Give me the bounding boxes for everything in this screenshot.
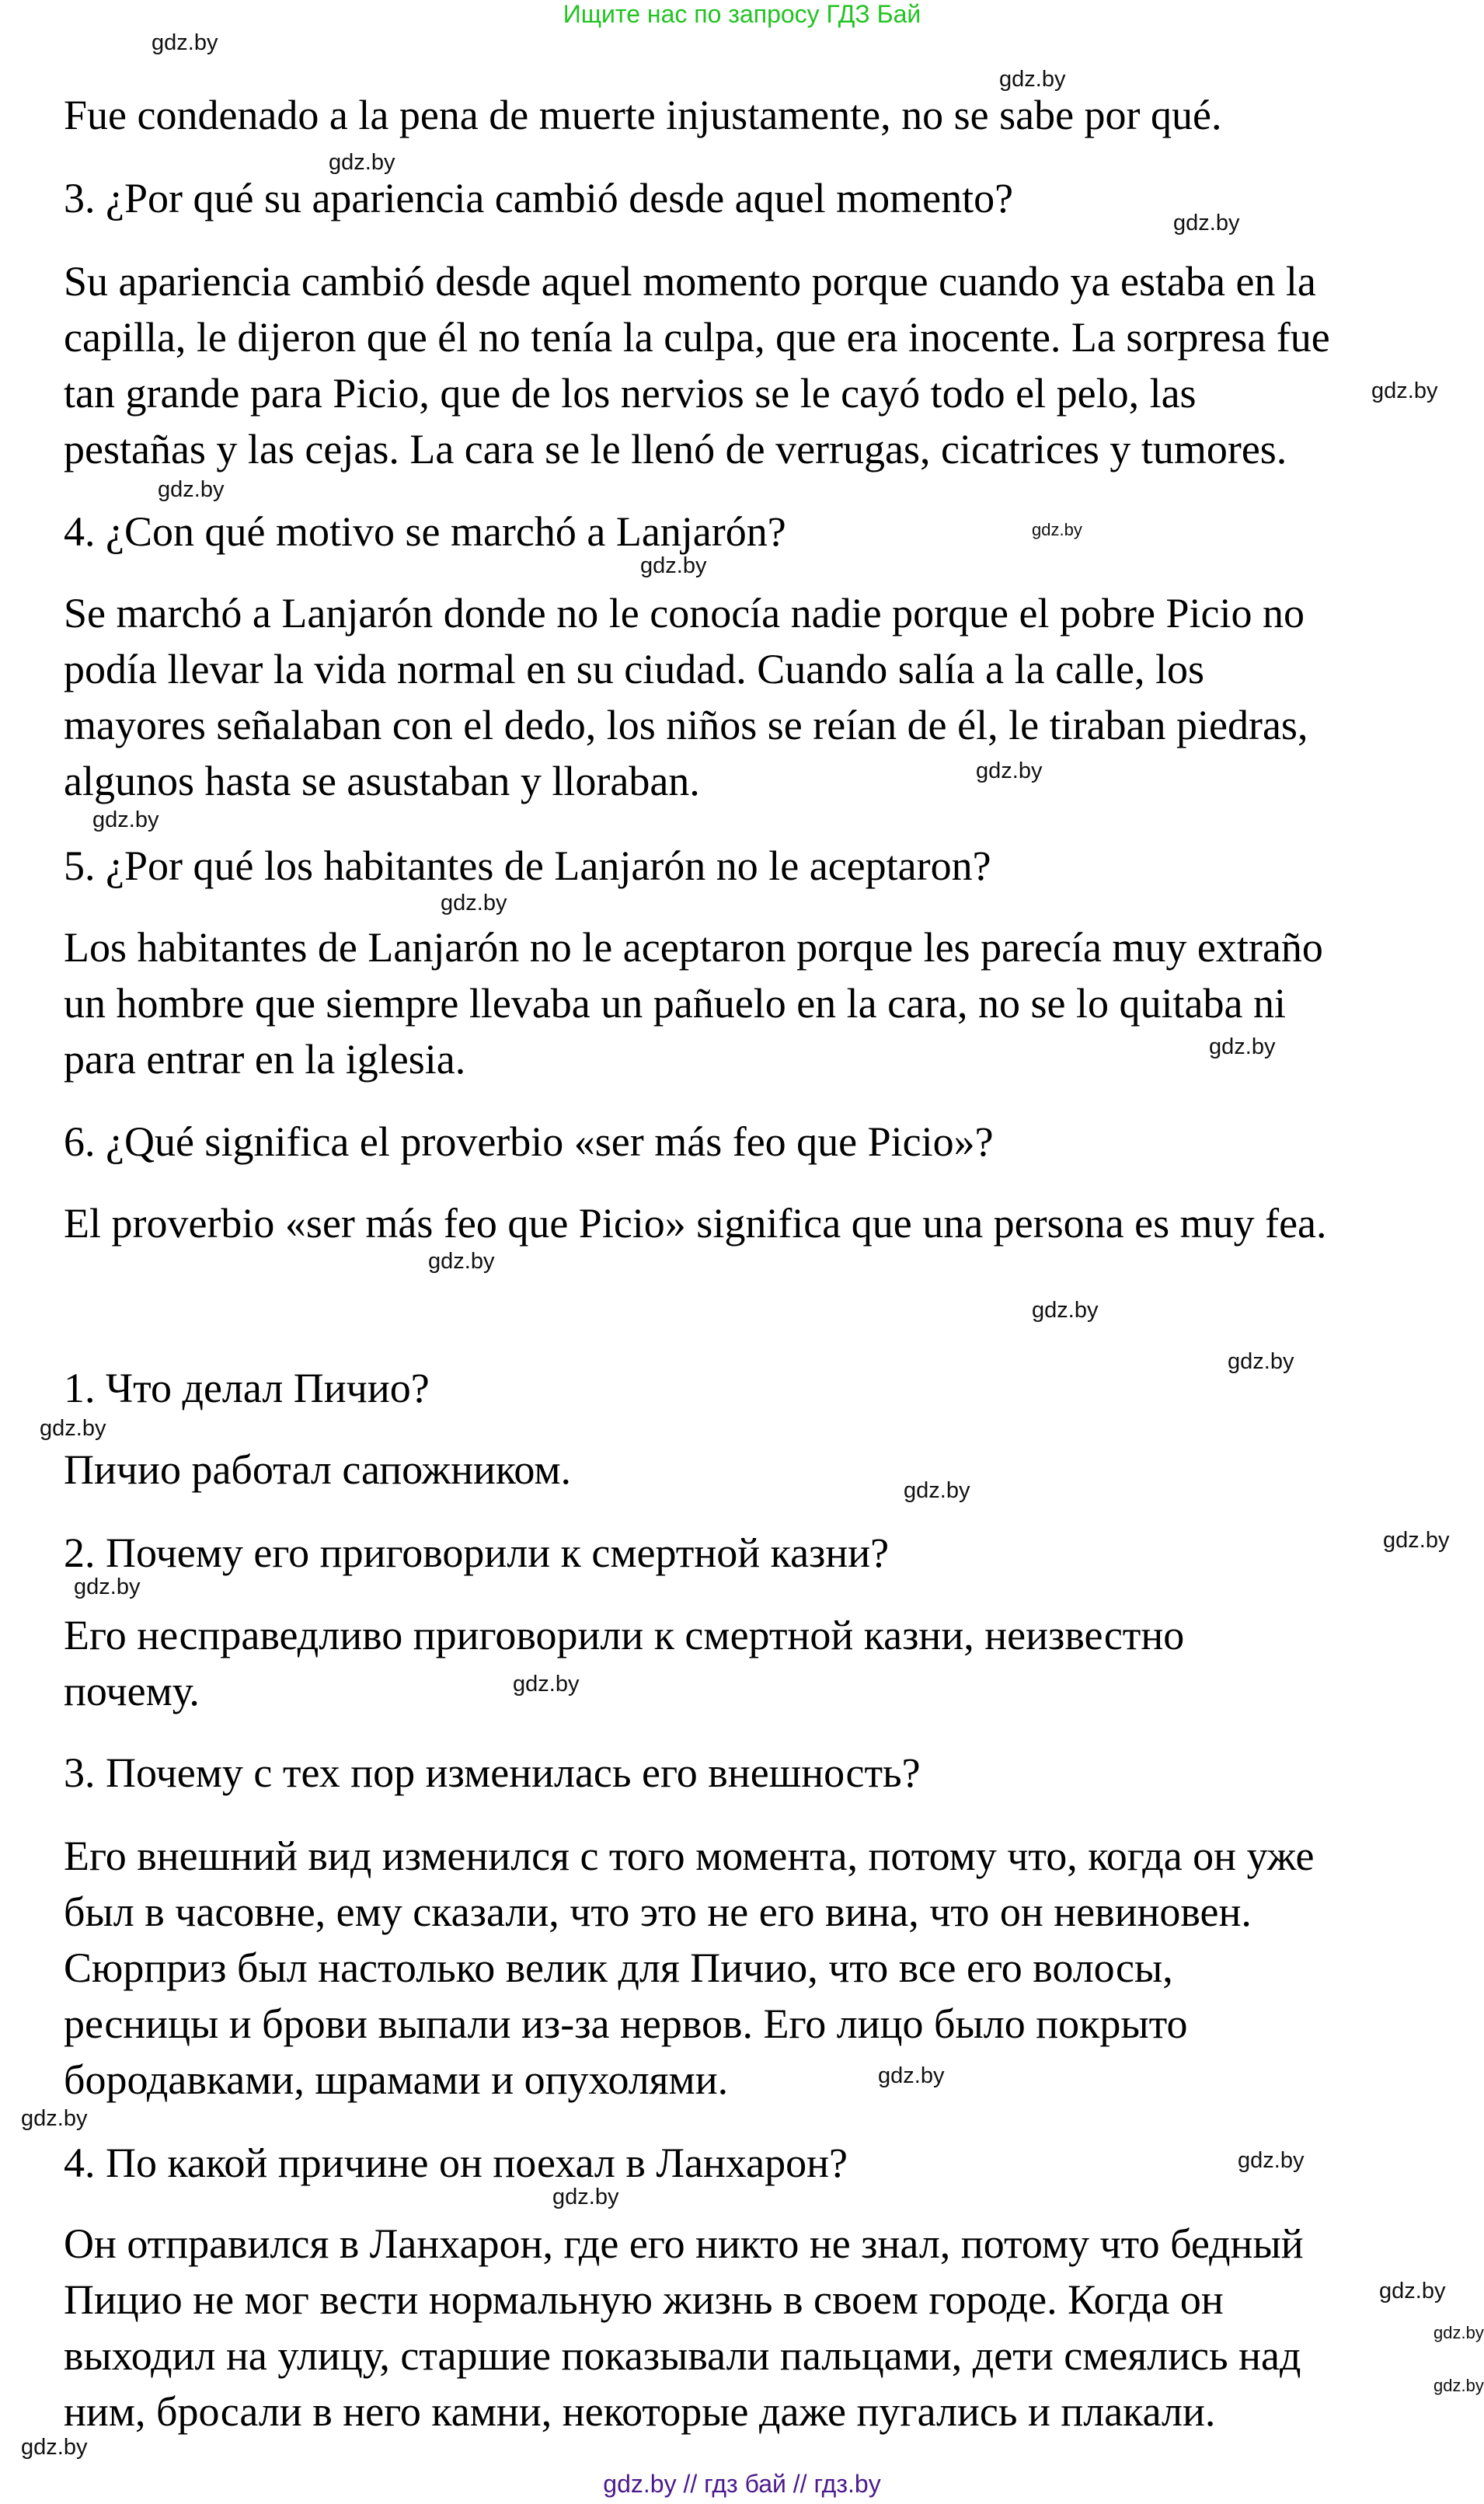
answer-line: algunos hasta se asustaban y lloraban. [64,758,700,804]
answer-line: Пицио не мог вести нормальную жизнь в своем городе. Когда он [64,2276,1224,2323]
watermark: gdz.by [1032,520,1082,539]
watermark: gdz.by [21,2435,88,2460]
answer-line: ресницы и брови выпали из-за нервов. Его лицо было покрыто [64,2000,1188,2047]
answer-line: Сюрприз был настолько велик для Пичио, что все его волосы, [64,1944,1173,1991]
watermark: gdz.by [74,1575,141,1599]
answer-line: capilla, le dijeron que él no tenía la culpa, que era inocente. La sorpresa fue [64,314,1330,361]
question-line: 2. Почему его приговорили к смертной казни? [64,1529,890,1576]
answer-line: Los habitantes de Lanjarón no le aceptaron porque les parecía muy extraño [64,924,1323,971]
question-line: 4. По какой причине он поехал в Ланхарон? [64,2140,848,2186]
answer-line: para entrar en la iglesia. [64,1036,466,1083]
answer-line: Su apariencia cambió desde aquel momento porque cuando ya estaba en la [64,258,1316,305]
watermark: gdz.by [552,2185,619,2209]
watermark: gdz.by [999,67,1066,92]
answer-line: tan grande para Picio, que de los nervios se le cayó todo el pelo, las [64,370,1197,417]
watermark: gdz.by [441,891,507,915]
answer-line: был в часовне, ему сказали, что это не его вина, что он невиновен. [64,1888,1252,1935]
watermark: gdz.by [1173,211,1240,235]
watermark: gdz.by [976,759,1043,783]
answer-line: Он отправился в Ланхарон, где его никто не знал, потому что бедный [64,2220,1304,2267]
answer-line: mayores señalaban con el dedo, los niños se reían de él, le tiraban piedras, [64,702,1308,748]
answer-line: выходил на улицу, старшие показывали пальцами, дети смеялись над [64,2332,1301,2379]
watermark: gdz.by [1238,2148,1305,2173]
watermark: gdz.by [158,477,225,502]
answer-line: Его несправедливо приговорили к смертной казни, неизвестно [64,1612,1185,1658]
watermark: gdz.by [21,2106,88,2131]
answer-line: Se marchó a Lanjarón donde no le conocía nadie porque el pobre Picio no [64,590,1305,636]
question-line: 4. ¿Con qué motivo se marchó a Lanjarón? [64,508,786,555]
watermark: gdz.by [904,1478,970,1503]
watermark: gdz.by [1379,2279,1446,2303]
question-line: 5. ¿Por qué los habitantes de Lanjarón no le aceptaron? [64,842,991,889]
watermark: gdz.by [1371,378,1438,403]
watermark: gdz.by [428,1249,495,1274]
answer-line: Его внешний вид изменился с того момента, потому что, когда он уже [64,1833,1315,1879]
watermark: gdz.by [329,150,395,175]
answer-line: бородавками, шрамами и опухолями. [64,2056,729,2103]
answer-line: podía llevar la vida normal en su ciudad. Cuando salía a la calle, los [64,646,1205,692]
watermark: gdz.by [1228,1349,1294,1374]
search-hint-banner: Ищите нас по запросу ГДЗ Бай [563,0,921,28]
question-line: 6. ¿Qué significa el proverbio «ser más feo que Picio»? [64,1118,994,1165]
watermark: gdz.by [1209,1034,1276,1059]
watermark: gdz.by [1032,1298,1099,1323]
question-line: 1. Что делал Пичио? [64,1365,430,1411]
answer-line: Пичио работал сапожником. [64,1446,572,1493]
question-line: 3. ¿Por qué su apariencia cambió desde aquel momento? [64,175,1014,221]
answer-line: pestañas y las cejas. La cara se le llenó de verrugas, cicatrices y tumores. [64,426,1287,473]
footer-links[interactable]: gdz.by // гдз бай // гдз.by [603,2470,881,2498]
watermark: gdz.by [1433,2376,1484,2395]
watermark: gdz.by [513,1672,580,1697]
answer-line: Fue condenado a la pena de muerte injustamente, no se sabe por qué. [64,92,1222,138]
watermark: gdz.by [878,2063,945,2088]
watermark: gdz.by [92,807,159,832]
answer-line: El proverbio «ser más feo que Picio» significa que una persona es muy fea. [64,1200,1327,1247]
watermark: gdz.by [1433,2323,1484,2342]
answer-line: почему. [64,1668,200,1714]
watermark: gdz.by [1383,1528,1450,1553]
watermark: gdz.by [40,1416,106,1441]
question-line: 3. Почему с тех пор изменилась его внешность? [64,1749,921,1796]
watermark: gdz.by [152,30,218,55]
answer-line: un hombre que siempre llevaba un pañuelo en la cara, no se lo quitaba ni [64,980,1286,1027]
answer-line: ним, бросали в него камни, некоторые даже пугались и плакали. [64,2388,1216,2435]
watermark: gdz.by [640,553,707,578]
